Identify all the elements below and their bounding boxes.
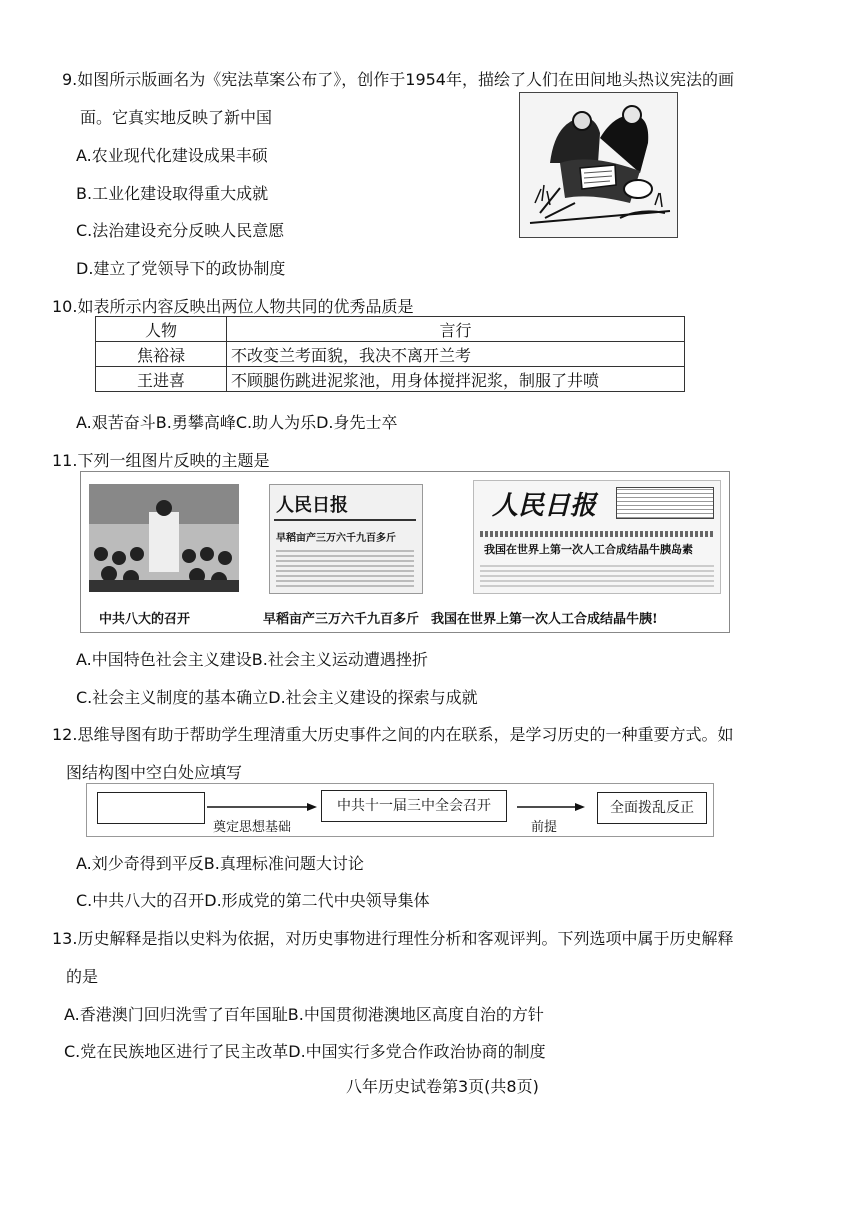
q11-picture-strip — [80, 471, 730, 633]
box-third-plenum: 中共十一届三中全会召开 — [321, 790, 507, 822]
woodcut-print-image — [519, 92, 678, 238]
mind-map-diagram — [86, 783, 714, 837]
congress-photo — [89, 484, 239, 592]
q10-table — [95, 316, 685, 392]
table-cell-deeds: 不顾腿伤跳进泥浆池，用身体搅拌泥浆，制服了井喷 — [227, 367, 685, 392]
q12-options-ab: A.刘少奇得到平反B.真理标准问题大讨论 — [76, 854, 364, 873]
caption-congress: 中共八大的召开 — [99, 612, 191, 627]
q13-options-ab: A.香港澳门回归洗雪了百年国耻B.中国贯彻港澳地区高度自治的方针 — [64, 1005, 544, 1024]
newspaper-masthead: 人民日报 — [492, 491, 597, 521]
q12-stem-line2: 图结构图中空白处应填写 — [66, 763, 243, 782]
page-footer: 八年历史试卷第3页(共8页) — [346, 1077, 539, 1096]
newspaper-insulin — [473, 480, 721, 594]
newspaper-masthead: 人民日报 — [276, 495, 348, 516]
q12-options-cd: C.中共八大的召开D.形成党的第二代中央领导集体 — [76, 891, 430, 910]
box-bring-order: 全面拨乱反正 — [597, 792, 707, 824]
label-ideological-foundation: 奠定思想基础 — [213, 820, 292, 835]
table-row — [96, 342, 685, 367]
woodcut-illustration — [520, 93, 677, 237]
q11-options-cd: C.社会主义制度的基本确立D.社会主义建设的探索与成就 — [76, 688, 478, 707]
q12-stem-line1: 12.思维导图有助于帮助学生理清重大历史事件之间的内在联系，是学习历史的一种重要方式。如 — [52, 725, 734, 744]
arrow-right-icon — [517, 802, 585, 812]
newspaper-rice-yield — [269, 484, 423, 594]
arrow-right-icon — [207, 802, 317, 812]
table-row — [96, 367, 685, 392]
caption-rice-yield: 早稻亩产三万六千九百多斤 — [263, 612, 420, 627]
newspaper-headline: 早稻亩产三万六千九百多斤 — [276, 533, 396, 544]
q10-options: A.艰苦奋斗B.勇攀高峰C.助人为乐D.身先士卒 — [76, 413, 398, 432]
table-cell-person: 王进喜 — [96, 367, 227, 392]
q9-option-b: B.工业化建设取得重大成就 — [76, 184, 269, 203]
q9-option-c: C.法治建设充分反映人民意愿 — [76, 221, 285, 240]
table-header-deeds: 言行 — [227, 317, 685, 342]
table-cell-person: 焦裕禄 — [96, 342, 227, 367]
q9-stem-line2: 面。它真实地反映了新中国 — [80, 108, 273, 127]
newspaper-headline: 我国在世界上第一次人工合成结晶牛胰岛素 — [484, 543, 693, 556]
caption-insulin: 我国在世界上第一次人工合成结晶牛胰! — [431, 612, 658, 627]
table-header-row — [96, 317, 685, 342]
q9-option-a: A.农业现代化建设成果丰硕 — [76, 146, 268, 165]
blank-box — [97, 792, 205, 824]
q9-stem-line1: 9.如图所示版画名为《宪法草案公布了》，创作于1954年，描绘了人们在田间地头热议宪法的画 — [62, 70, 734, 89]
q10-stem: 10.如表所示内容反映出两位人物共同的优秀品质是 — [52, 297, 414, 316]
label-premise: 前提 — [531, 820, 558, 835]
q13-options-cd: C.党在民族地区进行了民主改革D.中国实行多党合作政治协商的制度 — [64, 1042, 546, 1061]
q13-stem-line2: 的是 — [66, 967, 99, 986]
q11-options-ab: A.中国特色社会主义建设B.社会主义运动遭遇挫折 — [76, 650, 428, 669]
table-cell-deeds: 不改变兰考面貌，我决不离开兰考 — [227, 342, 685, 367]
q9-option-d: D.建立了党领导下的政协制度 — [76, 259, 286, 278]
table-header-person: 人物 — [96, 317, 227, 342]
q11-stem: 11.下列一组图片反映的主题是 — [52, 451, 270, 470]
q13-stem-line1: 13.历史解释是指以史料为依据，对历史事物进行理性分析和客观评判。下列选项中属于历史解释 — [52, 929, 734, 948]
